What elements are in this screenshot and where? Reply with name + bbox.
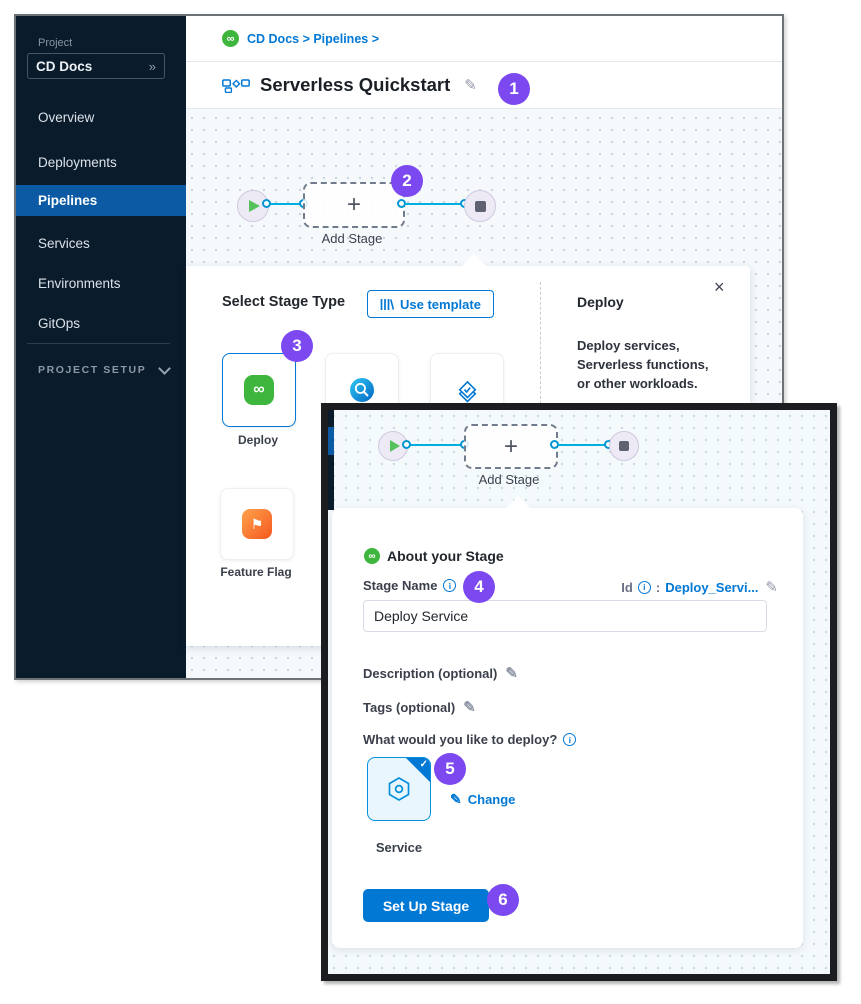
sidebar-item-pipelines[interactable]: Pipelines [16,185,186,216]
chevron-down-icon [158,362,171,375]
plus-icon: + [346,191,361,218]
flag-glyph: ⚑ [250,515,264,532]
harness-cd-logo-icon [222,30,239,47]
deploy-question-row [363,732,576,747]
annotation-badge-3: 3 [281,330,313,362]
info-icon[interactable]: i [443,579,456,592]
stage-info-line: or other workloads. [577,376,698,391]
select-stage-type-title: Select Stage Type [222,294,346,310]
use-template-label: Use template [400,296,481,312]
add-stage-node[interactable] [303,182,405,228]
infinity-glyph: ∞ [253,381,265,398]
edit-change-pencil-icon: ✎ [450,791,462,807]
stage-info-line: Deploy services, [577,338,680,353]
info-icon[interactable]: i [563,733,576,746]
deploy-tile-label: Deploy [237,433,278,447]
pipeline-connector [405,203,461,205]
annotation-badge-2: 2 [391,165,423,197]
sidebar-item-services[interactable]: Services [38,236,90,251]
info-icon[interactable]: i [638,581,651,594]
change-label: Change [467,792,516,807]
sidebar-item-environments[interactable]: Environments [38,276,121,291]
add-stage-label: Add Stage [321,231,383,246]
set-up-stage-button[interactable]: Set Up Stage [363,889,489,922]
plus-icon: + [503,432,518,460]
template-library-icon [380,298,394,311]
edit-title-pencil-icon[interactable]: ✎ [464,77,477,94]
breadcrumb [186,16,782,62]
project-setup-label: PROJECT SETUP [38,364,147,376]
stage-name-label: Stage Name [363,578,438,593]
harness-cd-logo-icon [364,548,380,564]
service-tile-label: Service [375,840,423,855]
project-setup-toggle[interactable] [38,364,169,376]
pipeline-icon [222,77,250,93]
stop-icon [619,441,629,451]
breadcrumb-links[interactable]: CD Docs > Pipelines > [247,31,379,46]
infinity-glyph: ∞ [368,550,376,562]
stage-name-input[interactable] [363,600,767,632]
feature-flag-tile-label: Feature Flag [220,565,292,579]
sidebar-item-overview[interactable]: Overview [38,110,95,125]
project-name: CD Docs [36,58,93,74]
page-title: Serverless Quickstart [260,74,451,95]
sidebar-divider [27,343,170,344]
approval-stage-icon [453,376,481,404]
stage-info-line: Serverless functions, [577,357,709,372]
play-icon [249,200,260,212]
stage-tile-deploy[interactable] [222,353,296,427]
pipeline-canvas [186,109,782,266]
stage-id-row [621,578,778,596]
sidebar-item-deployments[interactable]: Deployments [38,155,117,170]
annotation-badge-1: 1 [498,73,530,105]
edit-tags-pencil-icon[interactable]: ✎ [463,699,476,716]
sidebar-item-gitops[interactable]: GitOps [38,316,81,331]
description-label: Description (optional) [363,665,498,681]
sidebar-sliver [328,410,334,510]
dialog-caret [505,496,531,509]
id-label: Id [621,579,633,595]
sidebar-sliver-active [328,427,334,455]
deploy-stage-icon [244,375,274,405]
edit-description-pencil-icon[interactable]: ✎ [505,665,518,682]
screenshot-about-stage-dialog [321,403,837,981]
stage-name-label-row [363,578,456,593]
stage-tile-feature-flag[interactable] [220,488,294,560]
verify-stage-icon [348,376,376,404]
tags-label: Tags (optional) [363,699,456,715]
check-icon: ✓ [419,759,428,770]
popup-caret [462,254,486,266]
about-stage-header [364,548,504,564]
play-icon [390,440,400,452]
stop-icon [475,201,486,212]
close-icon[interactable]: × [714,277,725,297]
pipeline-title-bar [186,62,782,109]
stage-info-title: Deploy [577,294,624,310]
connector-port [402,440,411,449]
pipeline-end-node[interactable] [609,431,639,461]
connector-port [262,199,271,208]
change-deploy-type-link[interactable] [450,791,515,808]
add-stage-label: Add Stage [478,472,540,487]
deploy-question-label: What would you like to deploy? [363,732,558,747]
project-selector[interactable] [27,53,165,79]
description-row [363,664,518,682]
pipeline-end-node[interactable] [464,190,496,222]
sidebar [16,16,186,678]
about-stage-title: About your Stage [387,548,504,564]
feature-flag-stage-icon [242,509,272,539]
popup-section-divider [540,282,541,404]
stage-id-value[interactable]: Deploy_Servi... [665,579,759,595]
deploy-type-service-tile[interactable] [367,757,431,821]
id-separator: : [655,579,661,595]
pipeline-connector [558,444,610,446]
pipeline-connector [410,444,464,446]
expand-double-chevron-icon[interactable]: » [148,58,156,74]
tags-row [363,698,476,716]
infinity-glyph: ∞ [226,32,235,45]
annotation-badge-5: 5 [434,753,466,785]
about-stage-card [332,508,803,948]
edit-id-pencil-icon[interactable]: ✎ [765,579,778,596]
annotation-badge-6: 6 [487,884,519,916]
use-template-button[interactable] [367,290,494,318]
project-label: Project [38,37,73,49]
annotation-badge-4: 4 [463,571,495,603]
add-stage-node[interactable] [464,424,558,469]
